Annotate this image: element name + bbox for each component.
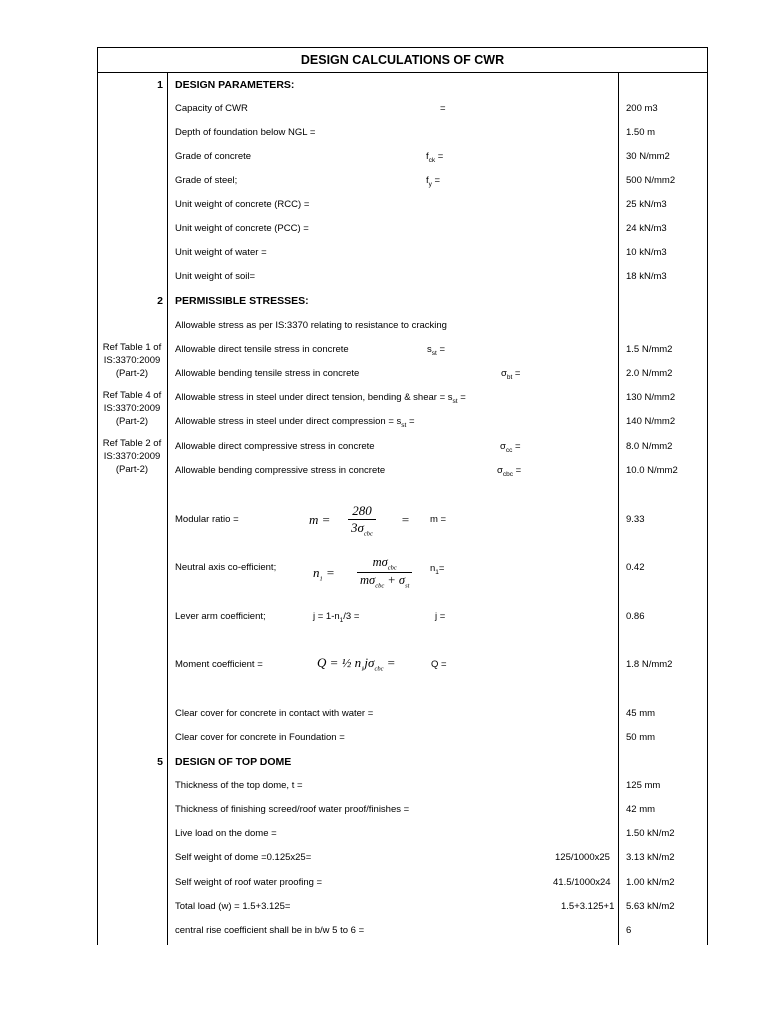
row-value: 1.00 kN/m2 — [626, 877, 675, 888]
row-label: Thickness of the top dome, t = — [175, 780, 303, 791]
value-column-divider — [618, 72, 619, 945]
row-label: Allowable direct compressive stress in concrete — [175, 441, 375, 452]
row-symbol: $\sigma_{cbc}$ = — [497, 465, 522, 478]
row-symbol: Q = — [431, 659, 447, 670]
row-label: Neutral axis co-efficient; — [175, 562, 277, 573]
row-value: 3.13 kN/m2 — [626, 852, 675, 863]
row-value: 10 kN/m3 — [626, 247, 667, 258]
row-value: 200 m3 — [626, 103, 658, 114]
section-heading: PERMISSIBLE STRESSES: — [175, 295, 309, 307]
row-value: 50 mm — [626, 732, 656, 743]
row-value: 2.0 N/mm2 — [626, 368, 673, 379]
moment-coefficient-formula: Q = ½ $n_1j\sigma_{cbc}$ = — [317, 655, 396, 673]
row-label: Unit weight of concrete (PCC) = — [175, 223, 309, 234]
row-value: 9.33 — [626, 514, 645, 525]
row-label: Clear cover for concrete in Foundation = — [175, 732, 345, 743]
ref-column-divider — [167, 72, 168, 945]
row-value: 8.0 N/mm2 — [626, 441, 673, 452]
row-symbol: $\sigma_{bt}$ = — [501, 368, 521, 381]
row-calculation: 1.5+3.125+1 — [561, 901, 615, 912]
row-equals: = — [440, 103, 446, 114]
row-label: Unit weight of concrete (RCC) = — [175, 199, 310, 210]
row-symbol: $n_1=$ — [430, 563, 445, 576]
row-label: Unit weight of water = — [175, 247, 267, 258]
row-label: Live load on the dome = — [175, 828, 277, 839]
row-value: 500 N/mm2 — [626, 175, 676, 186]
row-label: Modular ratio = — [175, 514, 239, 525]
row-value: 42 mm — [626, 804, 656, 815]
row-value: 24 kN/m3 — [626, 223, 667, 234]
reference-note: Ref Table 4 of IS:3370:2009 (Part-2) — [102, 390, 162, 427]
row-label: Clear cover for concrete in contact with water = — [175, 708, 374, 719]
row-label: Self weight of roof water proofing = — [175, 877, 323, 888]
row-label: Capacity of CWR — [175, 103, 248, 114]
section-number: 2 — [157, 295, 163, 307]
row-value: 18 kN/m3 — [626, 271, 667, 282]
row-value: 10.0 N/mm2 — [626, 465, 678, 476]
section-number: 5 — [157, 756, 163, 768]
row-label: Self weight of dome =0.125x25= — [175, 852, 312, 863]
row-label: Grade of concrete — [175, 151, 252, 162]
formula-equals: = — [401, 512, 410, 527]
formula-lhs: $n_1$ = — [313, 565, 335, 583]
right-border — [707, 47, 708, 945]
row-value: 5.63 kN/m2 — [626, 901, 675, 912]
row-label: central rise coefficient shall be in b/w 5 to 6 = — [175, 925, 365, 936]
reference-note: Ref Table 2 of IS:3370:2009 (Part-2) — [102, 438, 162, 475]
calculation-sheet — [97, 47, 708, 945]
row-value: 1.50 m — [626, 127, 656, 138]
page-title: DESIGN CALCULATIONS OF CWR — [300, 53, 505, 67]
row-value: 45 mm — [626, 708, 656, 719]
row-symbol: $s_{st}$ = — [427, 344, 445, 357]
neutral-axis-formula: $m\sigma_{cbc}$ $m\sigma_{cbc} + \sigma_{st}$ — [357, 555, 412, 589]
row-label: Grade of steel; — [175, 175, 238, 186]
row-value: 1.5 N/mm2 — [626, 344, 673, 355]
row-label: Allowable stress in steel under direct tension, bending & shear = $s_{st}$ = — [175, 392, 466, 405]
lever-arm-formula: $j = 1-n_1/3$ = — [313, 611, 360, 624]
row-label: Depth of foundation below NGL = — [175, 127, 316, 138]
row-symbol: m = — [430, 514, 447, 525]
row-value: 25 kN/m3 — [626, 199, 667, 210]
row-label: Moment coefficient = — [175, 659, 263, 670]
row-value: 1.8 N/mm2 — [626, 659, 673, 670]
left-border — [97, 47, 98, 945]
row-label: Allowable stress in steel under direct compression = $s_{st}$ = — [175, 416, 415, 429]
row-label: Allowable bending tensile stress in concrete — [175, 368, 360, 379]
row-label: Allowable direct tensile stress in concrete — [175, 344, 349, 355]
row-value: 6 — [626, 925, 632, 936]
reference-note: Ref Table 1 of IS:3370:2009 (Part-2) — [102, 342, 162, 379]
section-heading: DESIGN OF TOP DOME — [175, 756, 292, 768]
row-value: 0.86 — [626, 611, 645, 622]
row-label: Unit weight of soil= — [175, 271, 255, 282]
row-label: Total load (w) = 1.5+3.125= — [175, 901, 291, 912]
modular-ratio-formula: 280 $3\sigma_{cbc}$ — [348, 503, 376, 538]
row-label: Allowable stress as per IS:3370 relating to resistance to cracking — [175, 320, 447, 331]
section-number: 1 — [157, 79, 163, 91]
row-value: 125 mm — [626, 780, 661, 791]
row-symbol: $f_y$ = — [426, 175, 441, 188]
row-symbol: j = — [435, 611, 446, 622]
row-value: 140 N/mm2 — [626, 416, 676, 427]
title-divider — [97, 72, 708, 73]
row-calculation: 125/1000x25 — [555, 852, 610, 863]
section-heading: DESIGN PARAMETERS: — [175, 79, 295, 91]
row-value: 1.50 kN/m2 — [626, 828, 675, 839]
row-value: 30 N/mm2 — [626, 151, 670, 162]
row-label: Thickness of finishing screed/roof water proof/finishes = — [175, 804, 410, 815]
row-symbol: $\sigma_{cc}$ = — [500, 441, 521, 454]
row-value: 130 N/mm2 — [626, 392, 676, 403]
row-calculation: 41.5/1000x24 — [553, 877, 611, 888]
row-label: Allowable bending compressive stress in concrete — [175, 465, 386, 476]
row-symbol: $f_{ck}$ = — [426, 151, 444, 164]
row-label: Lever arm coefficient; — [175, 611, 266, 622]
formula-lhs: m = — [309, 512, 331, 527]
row-value: 0.42 — [626, 562, 645, 573]
